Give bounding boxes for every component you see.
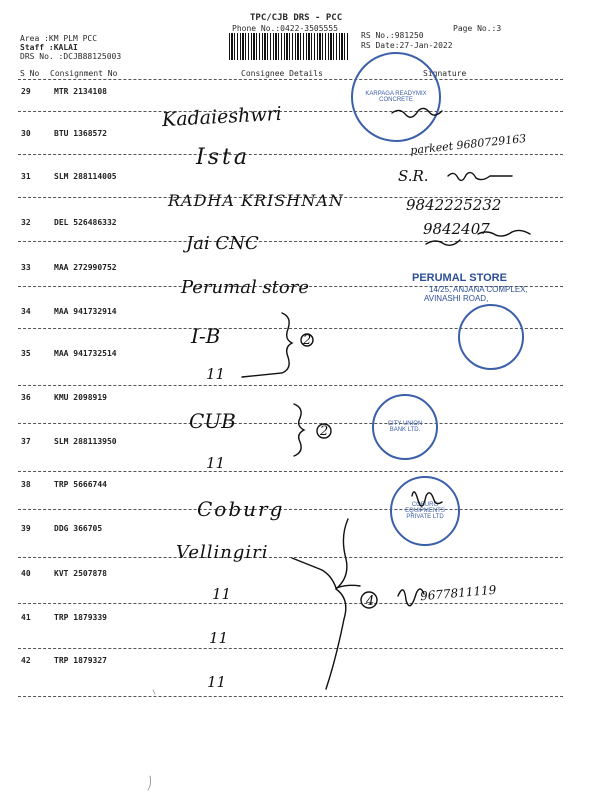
row-no: 29	[21, 87, 31, 96]
city-union-bank-seal: CITY UNION BANK LTD.	[372, 394, 438, 460]
handwritten-signature: S.R.	[398, 167, 429, 185]
concrete-seal-stamp: KARPAGA READYMIX CONCRETE	[351, 52, 441, 142]
row-consignment: TRP 1879339	[54, 613, 107, 622]
sheet-title: TPC/CJB DRS - PCC	[250, 13, 343, 23]
rs-date: RS Date:27-Jan-2022	[361, 41, 453, 50]
row-consignment: TRP 5666744	[54, 480, 107, 489]
col-sno: S No	[20, 69, 40, 78]
row-no: 34	[21, 307, 31, 316]
area-label: Area :KM PLM PCC	[20, 34, 98, 43]
handwritten-name: Ista	[196, 145, 250, 170]
brace-count: 4	[366, 594, 375, 609]
row-no: 33	[21, 263, 31, 272]
brace-stroke	[292, 558, 360, 588]
brace-count-circle	[317, 424, 331, 438]
handwritten-name: Perumal store	[181, 277, 309, 298]
drs-number: DRS No. :DCJB88125003	[20, 52, 122, 61]
row-consignment: KVT 2507878	[54, 569, 107, 578]
handwritten-name: I-B	[191, 324, 221, 348]
handwritten-phone: 9842407	[423, 220, 490, 238]
page-number: Page No.:3	[453, 24, 502, 33]
handwritten-signature: parkeet 9680729163	[409, 131, 527, 158]
row-no: 35	[21, 349, 31, 358]
row-consignment: MAA 941732514	[54, 349, 117, 358]
row-no: 41	[21, 613, 31, 622]
row-consignment: DDG 366705	[54, 524, 103, 533]
handwritten-ditto: 11	[207, 673, 227, 691]
handwritten-ditto: 11	[212, 585, 232, 603]
row-consignment: TRP 1879327	[54, 656, 107, 665]
handwritten-phone: 9677811119	[419, 582, 497, 604]
row-no: 32	[21, 218, 31, 227]
signature-stroke	[426, 240, 460, 245]
perumal-store-stamp-title: PERUMAL STORE	[412, 272, 507, 284]
row-no: 39	[21, 524, 31, 533]
brace-stroke	[294, 404, 304, 456]
staff-label: Staff :KALAI	[20, 43, 78, 52]
handwritten-name: Vellingiri	[176, 542, 269, 563]
signature-stroke	[448, 173, 512, 181]
handwritten-ditto: 11	[209, 629, 229, 647]
row-consignment: SLM 288113950	[54, 437, 117, 446]
row-no: 38	[21, 480, 31, 489]
row-no: 37	[21, 437, 31, 446]
row-no: 30	[21, 129, 31, 138]
handwritten-name: Coburg	[197, 497, 285, 521]
signature-stroke	[392, 108, 442, 117]
col-consignment: Consignment No	[50, 69, 118, 78]
brace-count-circle	[301, 334, 313, 346]
handwritten-phone: 9842225232	[406, 196, 502, 214]
row-consignment: BTU 1368572	[54, 129, 107, 138]
row-consignment: MTR 2134108	[54, 87, 107, 96]
row-no: 36	[21, 393, 31, 402]
row-no: 40	[21, 569, 31, 578]
row-consignment: MAA 941732914	[54, 307, 117, 316]
signature-stroke	[398, 589, 424, 606]
phone-number: Phone No.:0422-3505555	[232, 24, 338, 33]
brace-count: 2	[303, 333, 312, 348]
brace-count-circle	[361, 592, 377, 608]
row-no: 31	[21, 172, 31, 181]
brace-count: 2	[320, 424, 329, 439]
signature-stroke	[412, 492, 442, 506]
scan-smudge	[148, 690, 155, 790]
handwritten-name: Jai CNC	[186, 233, 259, 254]
handwritten-name: CUB	[189, 409, 236, 433]
handwritten-name: RADHA KRISHNAN	[168, 191, 344, 210]
rs-number: RS No.:981250	[361, 31, 424, 40]
perumal-store-stamp-address: AVINASHI ROAD,	[424, 294, 489, 303]
coburg-equipments-seal: COBURG EQUIPMENTS PRIVATE LTD	[390, 476, 460, 546]
handwritten-name: Kadaieshwri	[161, 102, 283, 132]
brace-stroke	[242, 313, 292, 377]
row-consignment: DEL 526486332	[54, 218, 117, 227]
col-signature: Signature	[423, 69, 467, 78]
row-no: 42	[21, 656, 31, 665]
handwritten-ditto: 11	[206, 454, 226, 472]
col-details: Consignee Details	[241, 69, 323, 78]
row-consignment: KMU 2098919	[54, 393, 107, 402]
signature-stroke	[478, 230, 530, 236]
perumal-store-stamp-address: 14/25, ANJANA COMPLEX,	[429, 285, 528, 294]
brace-stroke	[326, 519, 348, 689]
row-consignment: SLM 288114005	[54, 172, 117, 181]
handwritten-ditto: 11	[206, 365, 226, 383]
row-consignment: MAA 272990752	[54, 263, 117, 272]
